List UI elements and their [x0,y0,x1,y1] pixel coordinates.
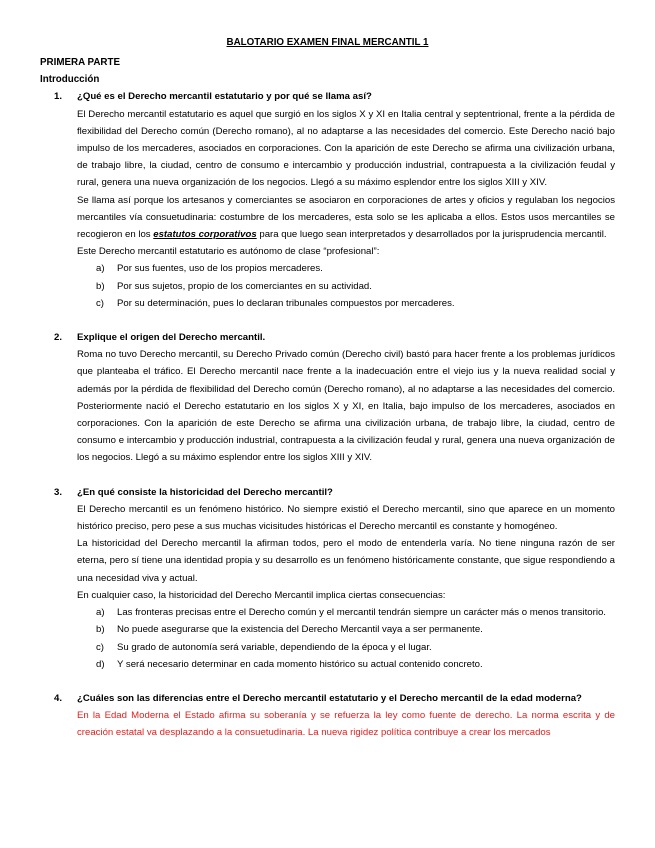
question-number: 3. [54,486,63,498]
spacer [40,467,615,484]
list-item [77,639,615,656]
list-item-text: Su grado de autonomía será variable, dependiendo de la época y el lugar. [117,641,432,653]
question-title: ¿En qué consiste la historicidad del Derecho mercantil? [77,486,333,498]
list-marker: b) [96,624,105,636]
answer-paragraph: El Derecho mercantil estatutario es aquel que surgió en los siglos X y XI en Italia central y septentrional, frente a la pérdida de flexibilidad del Derecho común (Derecho romano), al no adaptarse a las necesidades del comercio. Este Derecho nació bajo impulso de los mercaderes, asociados en corporaciones. Con la aparición de este Derecho se afirma una civilización urbana, de trabajo libre, la ciudad, centro de consumo e intercambio y producción industrial, contrapuesta a la civilización feudal y rural, genera una nueva organización de los negocios. Llegó a su máximo esplendor entre los siglos XIII y XIV. [77,108,615,189]
list-item [77,621,615,638]
answer-paragraph: Este Derecho mercantil estatutario es autónomo de clase “profesional”: [77,246,380,258]
list-marker: c) [96,297,104,309]
question-number: 2. [54,332,63,344]
answer-list [77,260,615,312]
list-item-text: No puede asegurarse que la existencia del Derecho Mercantil vaya a ser permanente. [117,624,483,636]
spacer [40,312,615,329]
list-marker: a) [96,607,105,619]
list-item-text: Y será necesario determinar en cada momento histórico su actual contenido concreto. [117,658,483,670]
question-title: Explique el origen del Derecho mercantil. [77,332,266,344]
question-number: 4. [54,692,63,704]
part-title: PRIMERA PARTE [40,57,121,68]
answer-paragraph: En cualquier caso, la historicidad del Derecho Mercantil implica ciertas consecuencias: [77,589,446,601]
answer-paragraph: La historicidad del Derecho mercantil la afirman todos, pero el modo de entenderla varía. No tiene ninguna razón de ser eterna, pero sí tiene una identidad propia y su desarrollo es un fenómeno históricamente constante, que sigue respondiendo a una necesidad viva y actual. [77,538,615,584]
emphasized-term: estatutos corporativos [153,229,257,241]
answer-paragraph: El Derecho mercantil es un fenómeno histórico. No siempre existió el Derecho mercantil, sino que aparece en un momento histórico preciso, pero pese a sus muchas vicisitudes históricas el Derecho mercantil es constante y homogéneo. [77,503,615,533]
list-item-text: Por sus fuentes, uso de los propios mercaderes. [117,263,323,275]
question-4 [40,690,615,742]
question-title: ¿Qué es el Derecho mercantil estatutario y por qué se llama así? [77,91,372,103]
answer-paragraph [77,192,615,244]
question-2 [40,329,615,467]
list-item [77,295,615,312]
list-marker: c) [96,641,104,653]
list-item-text: Las fronteras precisas entre el Derecho común y el mercantil tendrán siempre un carácter más o menos transitorio. [117,607,606,619]
section-title: Introducción [40,74,100,86]
question-number: 1. [54,91,63,103]
paragraph-text: para que luego sean interpretados y desarrollados por la jurisprudencia mercantil. [256,229,607,241]
list-item-text: Por su determinación, pues lo declaran tribunales compuestos por mercaderes. [117,297,455,309]
answer-list [77,604,615,673]
list-marker: d) [96,658,105,670]
question-3 [40,484,615,673]
list-item [77,278,615,295]
spacer [40,673,615,690]
list-item [77,260,615,277]
list-item [77,604,615,621]
answer-paragraph-highlighted: En la Edad Moderna el Estado afirma su soberanía y se refuerza la ley como fuente de derecho. La norma escrita y de creación estatal va desplazando a la consuetudinaria. La nueva rigidez política contribuye a crear los mercados [77,710,615,739]
list-item-text: Por sus sujetos, propio de los comerciantes en su actividad. [117,280,372,292]
answer-paragraph: Roma no tuvo Derecho mercantil, su Derecho Privado común (Derecho civil) bastó para hacer frente a los problemas jurídicos que planteaba el tráfico. El Derecho mercantil nace frente a la inadecuación entre el viejo ius y la nueva realidad social y además por la pérdida de flexibilidad del Derecho común (Derecho romano), al no adaptarse a las necesidades del comercio. Posteriormente nació el Derecho estatutario en los siglos X y XI, en Italia, bajo impulso de los mercaderes, asociados en corporaciones. Con la aparición de este Derecho se afirma una civilización urbana, de trabajo libre, la ciudad, centro de consumo e intercambio y producción industrial, contrapuesta a la civilización feudal y rural, genera una nueva organización de los negocios. Llegó a su máximo esplendor entre los siglos XIII y XIV. [77,349,615,464]
question-1 [40,88,615,312]
list-marker: a) [96,263,105,275]
list-marker: b) [96,280,105,292]
document-title: BALOTARIO EXAMEN FINAL MERCANTIL 1 [226,37,429,48]
paragraph-text: Se llama así porque los artesanos y comerciantes se asociaron en corporaciones de artes y oficios y regulaban los negocios mercantiles vía consuetudinaria: costumbre de los mercaderes, esta solo se les aplicaba a ellos. Estos usos mercantiles se recogieron en los [77,194,615,241]
question-title: ¿Cuáles son las diferencias entre el Derecho mercantil estatutario y el Derecho mercantil de la edad moderna? [77,692,582,704]
list-item [77,656,615,673]
